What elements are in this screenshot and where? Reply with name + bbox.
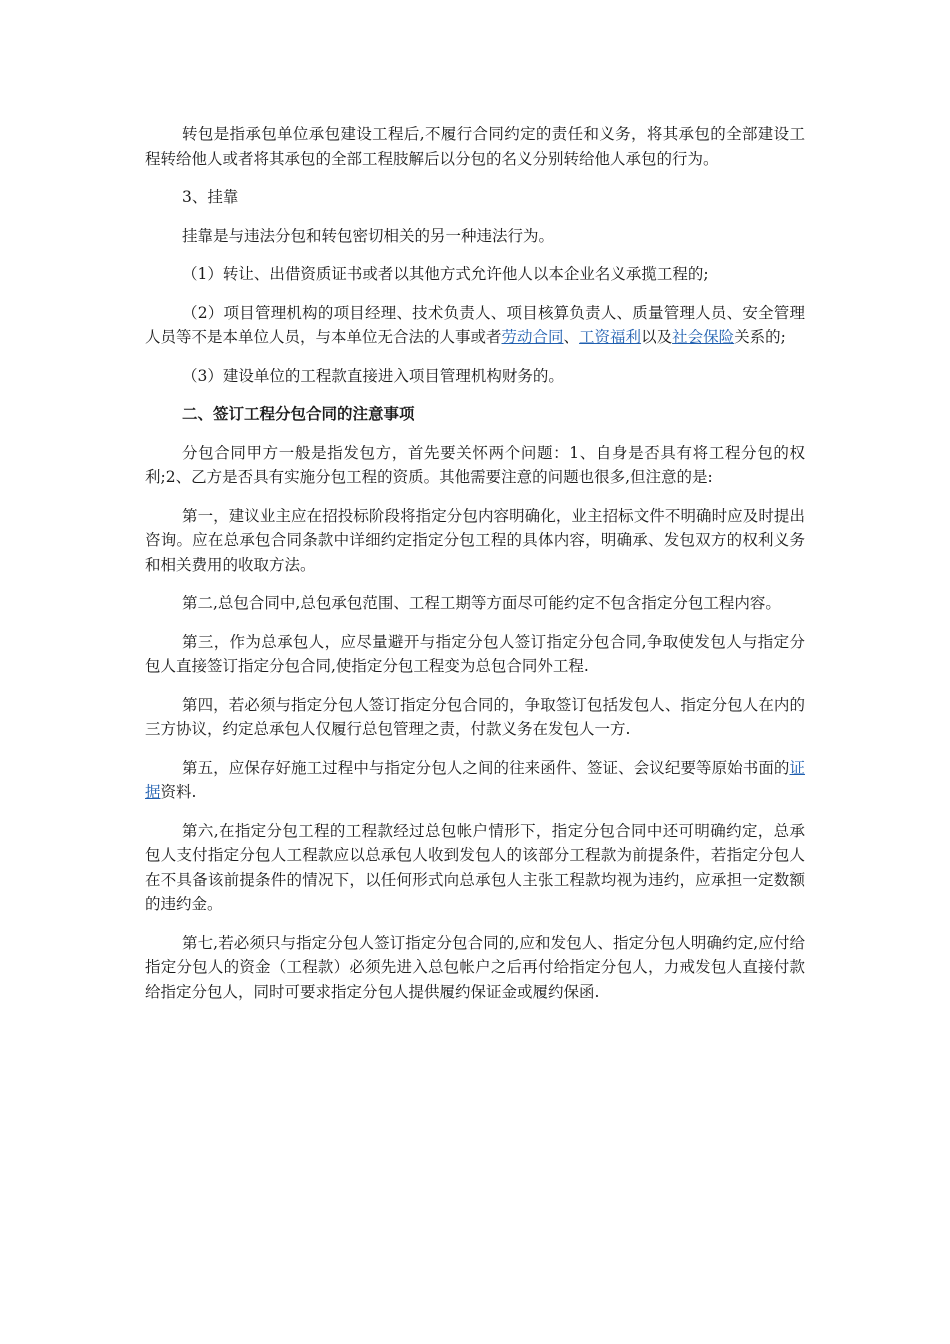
text-segment: 关系的; <box>734 328 786 346</box>
text-segment: 、 <box>563 328 580 346</box>
paragraph-item-3: （3）建设单位的工程款直接进入项目管理机构财务的。 <box>182 366 564 385</box>
paragraph-fifth <box>145 756 805 805</box>
text-segment: 资料. <box>160 783 197 801</box>
paragraph-first: 第一，建议业主应在招投标阶段将指定分包内容明确化，业主招标文件不明确时应及时提出咨询。应在总承包合同条款中详细约定指定分包工程的具体内容，明确承、发包双方的权利义务和相关费用的收取方法。 <box>145 506 805 574</box>
paragraph-fourth: 第四，若必须与指定分包人签订指定分包合同的，争取签订包括发包人、指定分包人在内的三方协议，约定总承包人仅履行总包管理之责，付款义务在发包人一方. <box>145 695 805 738</box>
paragraph-affiliation-definition: 挂靠是与违法分包和转包密切相关的另一种违法行为。 <box>182 226 555 245</box>
paragraph-second: 第二,总包合同中,总包承包范围、工程工期等方面尽可能约定不包含指定分包工程内容。 <box>182 594 781 612</box>
paragraph-item-1: （1）转让、出借资质证书或者以其他方式允许他人以本企业名义承揽工程的; <box>182 265 709 283</box>
text-segment: 以及 <box>641 328 673 346</box>
paragraph-subcontract-transfer-definition: 转包是指承包单位承包建设工程后,不履行合同约定的责任和义务，将其承包的全部建设工程转给他人或者将其承包的全部工程肢解后以分包的名义分别转给他人承包的行为。 <box>145 125 805 168</box>
link-evidence[interactable]: 证据 <box>145 758 805 801</box>
text-segment: 第五，应保存好施工过程中与指定分包人之间的往来函件、签证、会议纪要等原始书面的 <box>182 758 790 777</box>
paragraph-intro-notes: 分包合同甲方一般是指发包方，首先要关怀两个问题：1、自身是否具有将工程分包的权利;2、乙方是否具有实施分包工程的资质。其他需要注意的问题也很多,但注意的是: <box>145 443 805 486</box>
paragraph-item-2 <box>145 301 805 350</box>
section-heading-subcontract-notes: 二、签订工程分包合同的注意事项 <box>182 404 415 423</box>
document-body <box>145 122 805 1018</box>
link-labor-contract[interactable]: 劳动合同 <box>501 328 564 346</box>
link-social-insurance[interactable]: 社会保险 <box>672 328 735 346</box>
text-segment: （2）项目管理机构的项目经理、技术负责人、项目核算负责人、质量管理人员、安全管理人员等不是本单位人员，与本单位无合法的人事或者 <box>145 303 805 346</box>
paragraph-sixth: 第六,在指定分包工程的工程款经过总包帐户情形下，指定分包合同中还可明确约定，总承包人支付指定分包人工程款应以总承包人收到发包人的该部分工程款为前提条件，若指定分包人在不具备该前提条件的情况下，以任何形式向总承包人主张工程款均视为违约，应承担一定数额的违约金。 <box>145 821 805 913</box>
section-heading-affiliation: 3、挂靠 <box>182 188 239 206</box>
paragraph-third: 第三，作为总承包人，应尽量避开与指定分包人签订指定分包合同,争取使发包人与指定分包人直接签订指定分包合同,使指定分包工程变为总包合同外工程. <box>145 632 805 675</box>
link-salary-welfare[interactable]: 工资福利 <box>579 328 642 346</box>
paragraph-seventh: 第七,若必须只与指定分包人签订指定分包合同的,应和发包人、指定分包人明确约定,应付给指定分包人的资金（工程款）必须先进入总包帐户之后再付给指定分包人，力戒发包人直接付款给指定分包人，同时可要求指定分包人提供履约保证金或履约保函. <box>145 933 805 1001</box>
